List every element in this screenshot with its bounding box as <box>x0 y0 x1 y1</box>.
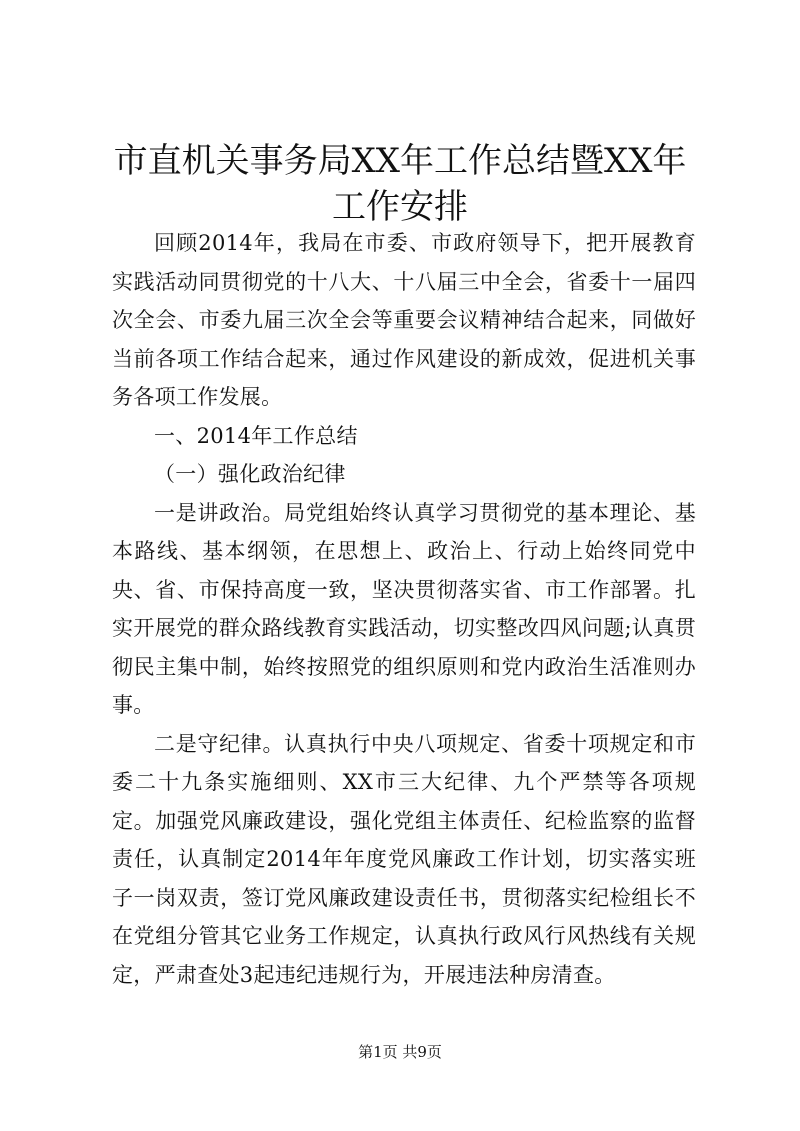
subsection-heading: （一）强化政治纪律 <box>154 462 346 486</box>
body-paragraph: 二是守纪律。认真执行中央八项规定、省委十项规定和市委二十九条实施细则、XX市三大纪律、九个严禁等各项规定。加强党风廉政建设，强化党组主体责任、纪检监察的监督责任，认真制定2014年年度党风廉政工作计划，切实落实班子一岗双责，签订党风廉政建设责任书，贯彻落实纪检组长不在党组分管其它业务工作规定，认真执行政风行风热线有关规定，严肃查处3起违纪违规行为，开展违法种房清查。 <box>112 731 696 987</box>
page-footer: 第1页 共9页 <box>358 1043 442 1061</box>
section-heading: 一、2014年工作总结 <box>154 423 358 448</box>
body-paragraph: 一是讲政治。局党组始终认真学习贯彻党的基本理论、基本路线、基本纲领，在思想上、政治上、行动上始终同党中央、省、市保持高度一致，坚决贯彻落实省、市工作部署。扎实开展党的群众路线教育实践活动，切实整改四风问题;认真贯彻民主集中制，始终按照党的组织原则和党内政治生活准则办事。 <box>112 500 696 717</box>
document-title: 市直机关事务局XX年工作总结暨XX年工作安排 <box>113 141 687 227</box>
intro-paragraph: 回顾2014年，我局在市委、市政府领导下，把开展教育实践活动同贯彻党的十八大、十八届三中全会，省委十一届四次全会、市委九届三次全会等重要会议精神结合起来，同做好当前各项工作结合起来，通过作风建设的新成效，促进机关事务各项工作发展。 <box>112 231 696 409</box>
document-body <box>112 224 696 994</box>
